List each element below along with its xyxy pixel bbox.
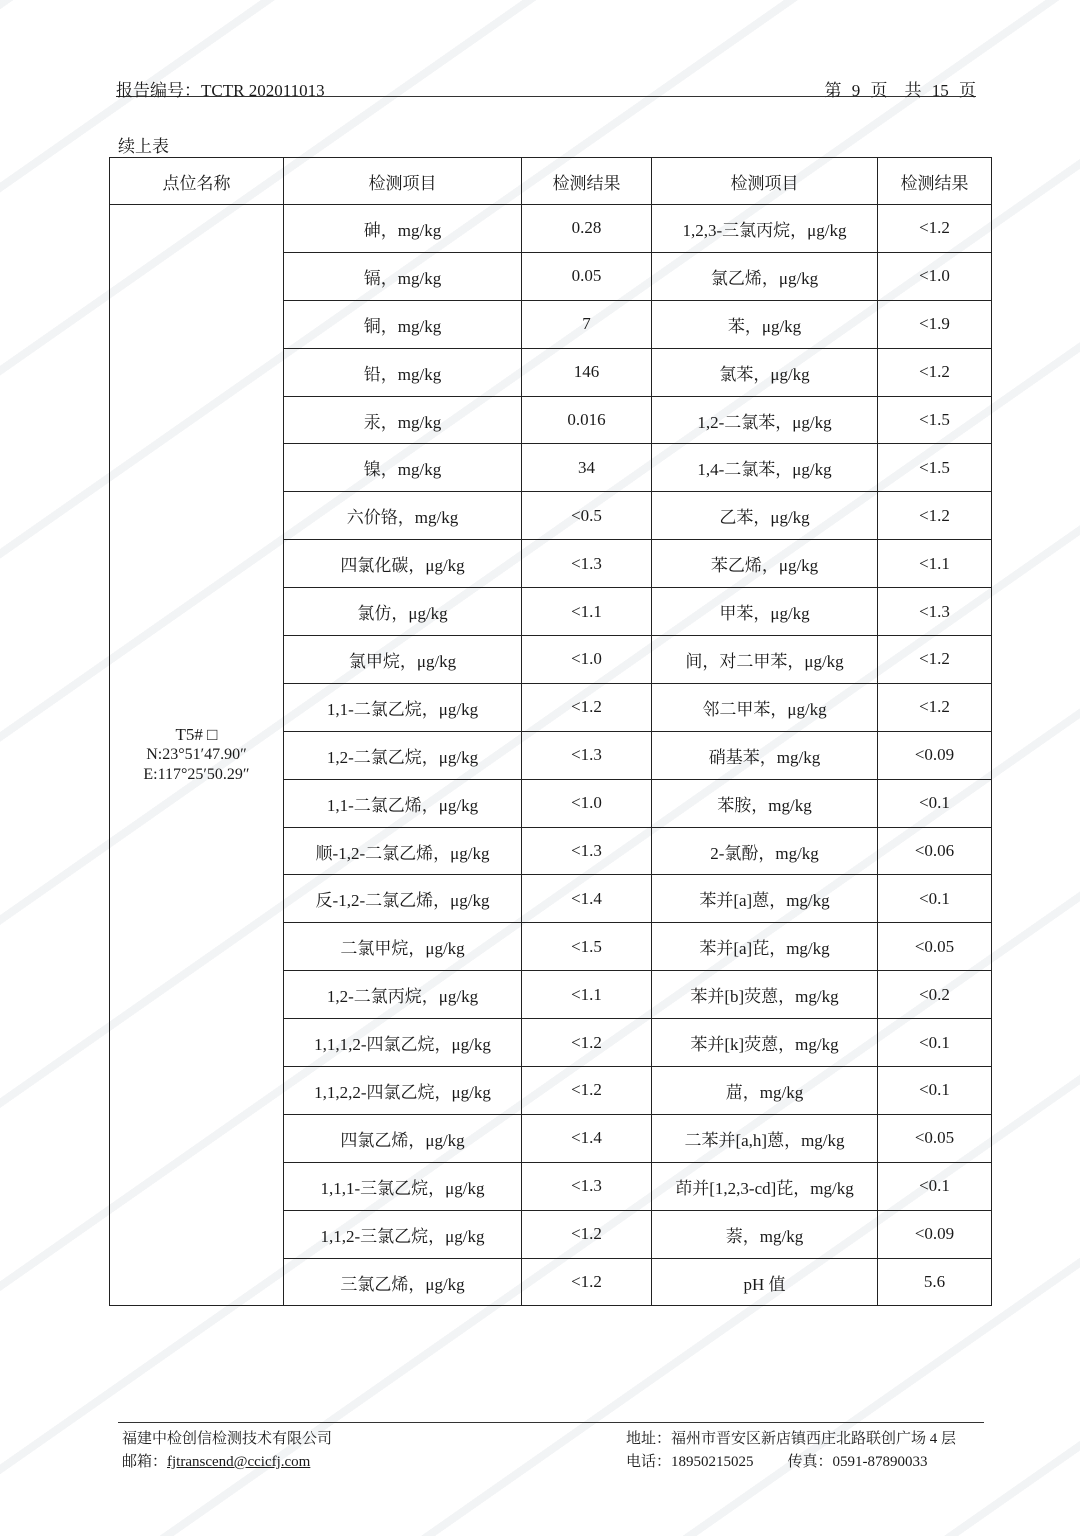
test-item-cell: 乙苯，μg/kg (652, 492, 878, 540)
test-item-cell: 二苯并[a,h]蒽，mg/kg (652, 1114, 878, 1162)
test-result-cell: 7 (522, 300, 652, 348)
test-item-cell: 氯甲烷，μg/kg (284, 636, 522, 684)
page-indicator: 第 9 页 共 15 页 (824, 81, 976, 100)
test-result-cell: <0.1 (878, 875, 992, 923)
test-item-cell: 硝基苯，mg/kg (652, 731, 878, 779)
header-result-1: 检测结果 (522, 158, 652, 205)
test-item-cell: 苯并[a]芘，mg/kg (652, 923, 878, 971)
test-result-cell: <1.5 (522, 923, 652, 971)
test-item-cell: 2-氯酚，mg/kg (652, 827, 878, 875)
test-item-cell: 邻二甲苯，μg/kg (652, 683, 878, 731)
test-result-cell: <1.0 (522, 636, 652, 684)
test-result-cell: <1.0 (878, 252, 992, 300)
test-item-cell: 苯乙烯，μg/kg (652, 540, 878, 588)
test-item-cell: 四氯化碳，μg/kg (284, 540, 522, 588)
footer-address: 地址：福州市晋安区新店镇西庄北路联创广场 4 层 (626, 1431, 957, 1447)
test-result-cell: <1.2 (878, 683, 992, 731)
test-item-cell: 四氯乙烯，μg/kg (284, 1114, 522, 1162)
test-result-cell: 0.28 (522, 205, 652, 253)
test-result-cell: <1.3 (522, 827, 652, 875)
header-item-2: 检测项目 (652, 158, 878, 205)
test-result-cell: <1.2 (878, 492, 992, 540)
test-item-cell: 六价铬，mg/kg (284, 492, 522, 540)
test-result-cell: 146 (522, 348, 652, 396)
test-item-cell: 镍，mg/kg (284, 444, 522, 492)
test-item-cell: 1,1-二氯乙烯，μg/kg (284, 779, 522, 827)
footer-contact (626, 1450, 928, 1471)
test-item-cell: 顺-1,2-二氯乙烯，μg/kg (284, 827, 522, 875)
test-result-cell: <1.5 (878, 396, 992, 444)
test-result-cell: <1.3 (878, 588, 992, 636)
email-label: 邮箱： (122, 1454, 168, 1470)
header-result-2: 检测结果 (878, 158, 992, 205)
test-item-cell: 砷，mg/kg (284, 205, 522, 253)
test-item-cell: 䓛，mg/kg (652, 1067, 878, 1115)
test-result-cell: <1.2 (522, 1019, 652, 1067)
test-result-cell: <1.1 (878, 540, 992, 588)
test-item-cell: 1,1,2-三氯乙烷，μg/kg (284, 1210, 522, 1258)
test-item-cell: 1,2-二氯苯，μg/kg (652, 396, 878, 444)
test-result-cell: 34 (522, 444, 652, 492)
test-result-cell: <1.3 (522, 540, 652, 588)
test-item-cell: 三氯乙烯，μg/kg (284, 1258, 522, 1306)
point-cell (110, 205, 284, 1306)
test-item-cell: 苯并[k]荧蒽，mg/kg (652, 1019, 878, 1067)
test-item-cell: 1,2-二氯乙烷，μg/kg (284, 731, 522, 779)
test-item-cell: 铜，mg/kg (284, 300, 522, 348)
test-result-cell: <0.05 (878, 1114, 992, 1162)
test-result-cell: <0.5 (522, 492, 652, 540)
test-item-cell: 1,4-二氯苯，μg/kg (652, 444, 878, 492)
test-result-cell: 5.6 (878, 1258, 992, 1306)
test-result-cell: <0.2 (878, 971, 992, 1019)
table-header-row (110, 158, 992, 205)
footer-divider (118, 1422, 984, 1423)
test-result-cell: <0.1 (878, 1019, 992, 1067)
test-item-cell: 1,2-二氯丙烷，μg/kg (284, 971, 522, 1019)
test-result-cell: 0.05 (522, 252, 652, 300)
test-item-cell: 甲苯，μg/kg (652, 588, 878, 636)
point-name: T5# □ (175, 725, 218, 745)
test-item-cell: 1,1,1-三氯乙烷，μg/kg (284, 1162, 522, 1210)
test-item-cell: 萘，mg/kg (652, 1210, 878, 1258)
test-result-cell: <0.1 (878, 779, 992, 827)
test-result-cell: <1.5 (878, 444, 992, 492)
test-result-cell: <0.09 (878, 1210, 992, 1258)
test-item-cell: pH 值 (652, 1258, 878, 1306)
test-item-cell: 铅，mg/kg (284, 348, 522, 396)
footer-email-line (122, 1450, 310, 1471)
test-item-cell: 苯，μg/kg (652, 300, 878, 348)
test-item-cell: 1,2,3-三氯丙烷，μg/kg (652, 205, 878, 253)
test-result-cell: <0.09 (878, 731, 992, 779)
page-header (116, 76, 976, 100)
footer-fax: 传真：0591-87890033 (787, 1454, 928, 1470)
table-row (110, 205, 992, 253)
test-item-cell: 间，对二甲苯，μg/kg (652, 636, 878, 684)
test-result-cell: 0.016 (522, 396, 652, 444)
test-item-cell: 1,1-二氯乙烷，μg/kg (284, 683, 522, 731)
test-result-cell: <1.2 (522, 1258, 652, 1306)
test-result-cell: <0.1 (878, 1162, 992, 1210)
test-item-cell: 氯仿，μg/kg (284, 588, 522, 636)
email-link[interactable]: fjtranscend@ccicfj.com (167, 1454, 311, 1470)
point-lon: E:117°25′50.29″ (143, 766, 250, 784)
footer-phone: 电话：18950215025 (626, 1454, 754, 1470)
test-result-cell: <1.2 (522, 1067, 652, 1115)
point-lat: N:23°51′47.90″ (146, 746, 247, 764)
test-result-cell: <1.4 (522, 875, 652, 923)
header-item-1: 检测项目 (284, 158, 522, 205)
test-result-cell: <1.3 (522, 1162, 652, 1210)
test-item-cell: 苯胺，mg/kg (652, 779, 878, 827)
test-result-cell: <1.2 (522, 683, 652, 731)
test-result-cell: <0.1 (878, 1067, 992, 1115)
test-result-cell: <0.06 (878, 827, 992, 875)
test-result-cell: <1.2 (878, 348, 992, 396)
test-item-cell: 氯乙烯，μg/kg (652, 252, 878, 300)
test-result-cell: <1.0 (522, 779, 652, 827)
continued-label: 续上表 (118, 137, 169, 156)
test-result-cell: <1.2 (878, 636, 992, 684)
test-item-cell: 茚并[1,2,3-cd]芘，mg/kg (652, 1162, 878, 1210)
test-item-cell: 汞，mg/kg (284, 396, 522, 444)
test-result-cell: <1.4 (522, 1114, 652, 1162)
test-result-cell: <0.05 (878, 923, 992, 971)
test-item-cell: 反-1,2-二氯乙烯，μg/kg (284, 875, 522, 923)
header-point-name: 点位名称 (110, 158, 284, 205)
test-result-cell: <1.2 (878, 205, 992, 253)
test-item-cell: 镉，mg/kg (284, 252, 522, 300)
test-item-cell: 苯并[a]蒽，mg/kg (652, 875, 878, 923)
test-result-cell: <1.3 (522, 731, 652, 779)
test-result-cell: <1.2 (522, 1210, 652, 1258)
test-item-cell: 1,1,1,2-四氯乙烷，μg/kg (284, 1019, 522, 1067)
test-item-cell: 1,1,2,2-四氯乙烷，μg/kg (284, 1067, 522, 1115)
report-number: 报告编号：TCTR 202011013 (116, 81, 325, 100)
test-result-cell: <1.1 (522, 971, 652, 1019)
test-item-cell: 二氯甲烷，μg/kg (284, 923, 522, 971)
footer-company: 福建中检创信检测技术有限公司 (122, 1431, 333, 1447)
test-item-cell: 氯苯，μg/kg (652, 348, 878, 396)
test-result-cell: <1.1 (522, 588, 652, 636)
test-result-cell: <1.9 (878, 300, 992, 348)
test-item-cell: 苯并[b]荧蒽，mg/kg (652, 971, 878, 1019)
results-table (109, 157, 992, 1306)
